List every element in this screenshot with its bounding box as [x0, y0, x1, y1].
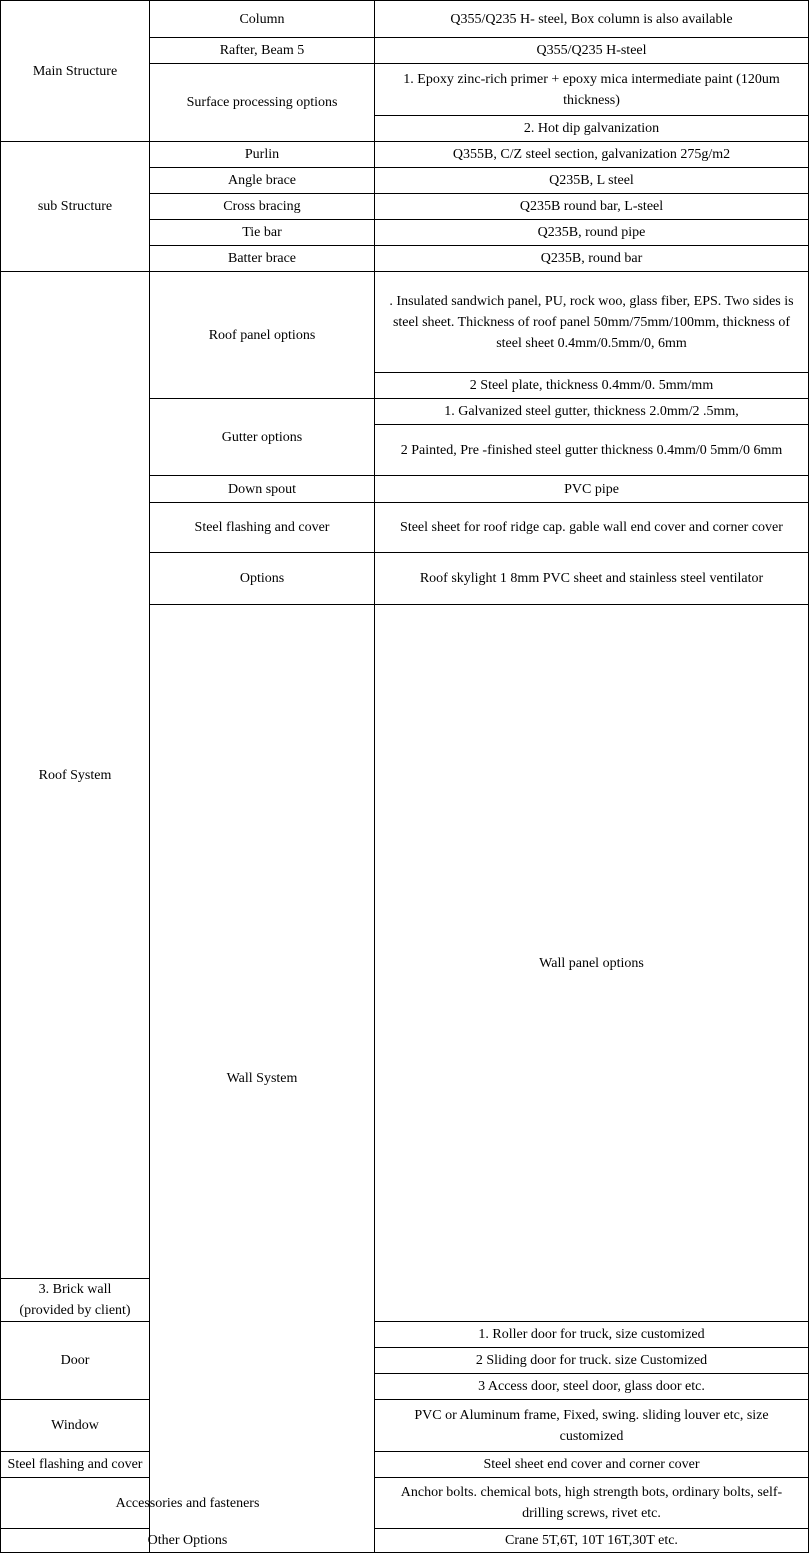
section-roof-system: Roof System [1, 272, 150, 1279]
table-row [1, 1400, 809, 1452]
desc-gutter-1: 1. Galvanized steel gutter, thickness 2.0mm/2 .5mm, [375, 399, 809, 425]
section-sub-structure: sub Structure [1, 142, 150, 272]
desc-door-3: 3 Access door, steel door, glass door etc. [375, 1374, 809, 1400]
desc-down-spout: PVC pipe [375, 476, 809, 503]
table-row [1, 142, 809, 168]
item-column: Column [150, 1, 375, 38]
item-roof-flashing: Steel flashing and cover [150, 503, 375, 553]
table-row [1, 1322, 809, 1348]
desc-roof-panel-2: 2 Steel plate, thickness 0.4mm/0. 5mm/mm [375, 373, 809, 399]
desc-column: Q355/Q235 H- steel, Box column is also available [375, 1, 809, 38]
section-main-structure: Main Structure [1, 1, 150, 142]
item-rafter: Rafter, Beam 5 [150, 38, 375, 64]
section-wall-system: Wall System [150, 605, 375, 1553]
table-row [1, 1452, 809, 1478]
item-roof-options: Options [150, 553, 375, 605]
desc-roof-panel-1: . Insulated sandwich panel, PU, rock woo, glass fiber, EPS. Two sides is steel sheet. Thickness of roof panel 50mm/75mm/100mm, thickness of steel sheet 0.4mm/0.5mm/0, 6mm [375, 272, 809, 373]
item-door: Door [1, 1322, 150, 1400]
item-surface-processing: Surface processing options [150, 64, 375, 142]
section-accessories: Accessories and fasteners [1, 1478, 375, 1529]
desc-wall-panel-3: 3. Brick wall (provided by client) [1, 1279, 150, 1322]
desc-roof-flashing: Steel sheet for roof ridge cap. gable wall end cover and corner cover [375, 503, 809, 553]
desc-cross-bracing: Q235B round bar, L-steel [375, 194, 809, 220]
desc-other-options: Crane 5T,6T, 10T 16T,30T etc. [375, 1529, 809, 1553]
desc-door-2: 2 Sliding door for truck. size Customized [375, 1348, 809, 1374]
table-row [1, 1, 809, 38]
table-row [1, 1478, 809, 1529]
desc-angle-brace: Q235B, L steel [375, 168, 809, 194]
desc-roof-options: Roof skylight 1 8mm PVC sheet and stainless steel ventilator [375, 553, 809, 605]
item-down-spout: Down spout [150, 476, 375, 503]
item-cross-bracing: Cross bracing [150, 194, 375, 220]
desc-purlin: Q355B, C/Z steel section, galvanization 275g/m2 [375, 142, 809, 168]
item-tie-bar: Tie bar [150, 220, 375, 246]
desc-tie-bar: Q235B, round pipe [375, 220, 809, 246]
item-wall-flashing: Steel flashing and cover [1, 1452, 150, 1478]
item-wall-panel: Wall panel options [375, 605, 809, 1322]
section-other-options: Other Options [1, 1529, 375, 1553]
item-gutter: Gutter options [150, 399, 375, 476]
item-purlin: Purlin [150, 142, 375, 168]
desc-gutter-2: 2 Painted, Pre -finished steel gutter thickness 0.4mm/0 5mm/0 6mm [375, 425, 809, 476]
desc-wall-flashing: Steel sheet end cover and corner cover [375, 1452, 809, 1478]
desc-door-1: 1. Roller door for truck, size customized [375, 1322, 809, 1348]
item-window: Window [1, 1400, 150, 1452]
desc-accessories: Anchor bolts. chemical bots, high strength bots, ordinary bolts, self-drilling screws, rivet etc. [375, 1478, 809, 1529]
item-angle-brace: Angle brace [150, 168, 375, 194]
desc-rafter: Q355/Q235 H-steel [375, 38, 809, 64]
item-roof-panel: Roof panel options [150, 272, 375, 399]
desc-surface-2: 2. Hot dip galvanization [375, 116, 809, 142]
item-batter-brace: Batter brace [150, 246, 375, 272]
table-row [1, 272, 809, 373]
desc-surface-1: 1. Epoxy zinc-rich primer + epoxy mica intermediate paint (120um thickness) [375, 64, 809, 116]
desc-batter-brace: Q235B, round bar [375, 246, 809, 272]
table-row [1, 1529, 809, 1553]
desc-window: PVC or Aluminum frame, Fixed, swing. sliding louver etc, size customized [375, 1400, 809, 1452]
